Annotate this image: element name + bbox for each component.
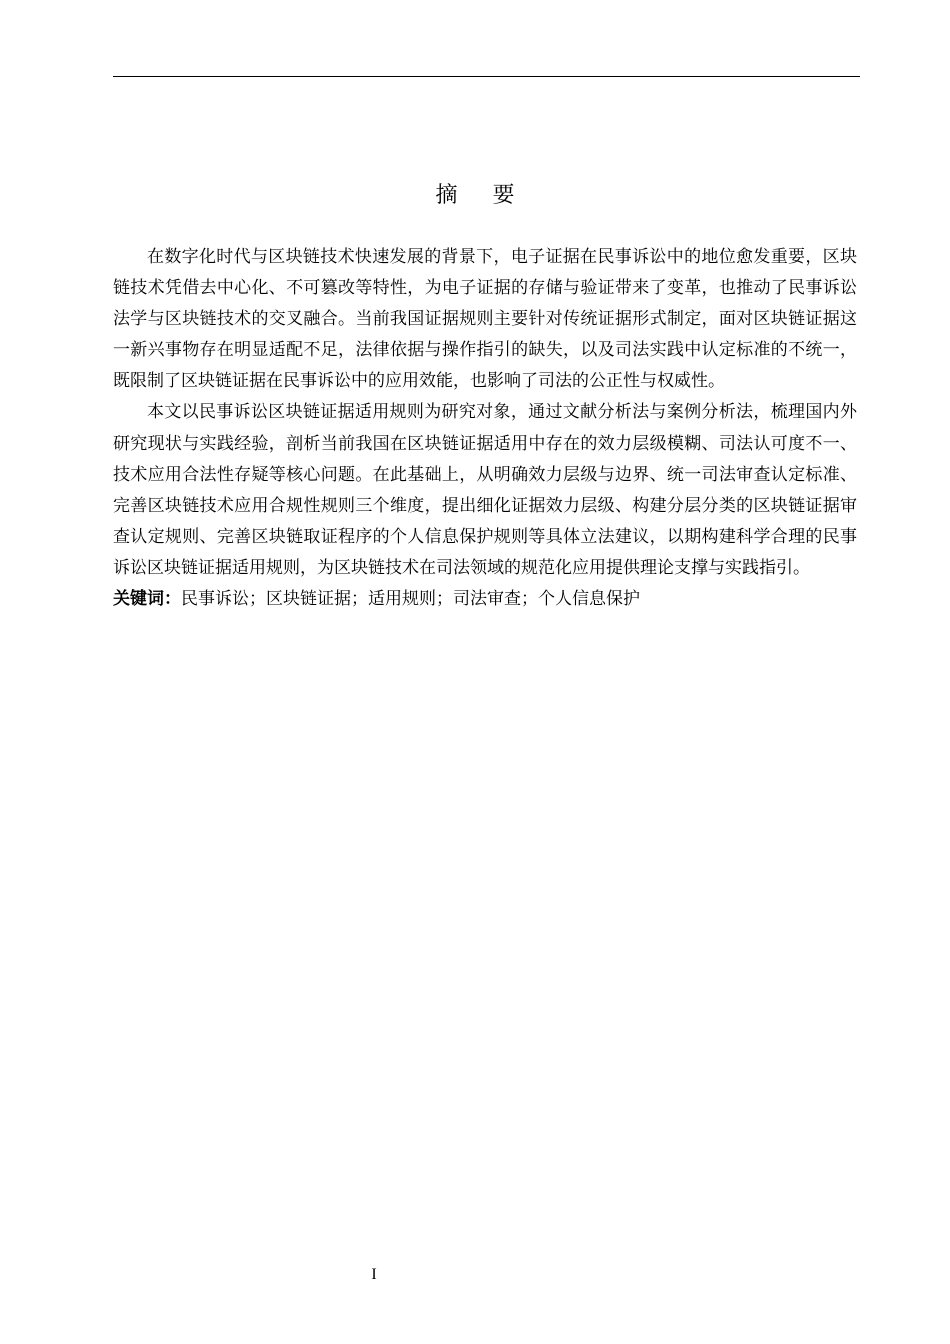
keywords-line [113, 584, 857, 615]
page-number: I [371, 1266, 377, 1283]
header-rule [113, 76, 860, 77]
abstract-body [113, 242, 857, 615]
abstract-paragraph-2: 本文以民事诉讼区块链证据适用规则为研究对象，通过文献分析法与案例分析法，梳理国内外研究现状与实践经验，剖析当前我国在区块链证据适用中存在的效力层级模糊、司法认可度不一、技术应用合法性存疑等核心问题。在此基础上，从明确效力层级与边界、统一司法审查认定标准、完善区块链技术应用合规性规则三个维度，提出细化证据效力层级、构建分层分类的区块链证据审查认定规则、完善区块链取证程序的个人信息保护规则等具体立法建议，以期构建科学合理的民事诉讼区块链证据适用规则，为区块链技术在司法领域的规范化应用提供理论支撑与实践指引。 [113, 402, 857, 578]
keywords-label: 关键词： [113, 589, 181, 610]
abstract-paragraph-1: 在数字化时代与区块链技术快速发展的背景下，电子证据在民事诉讼中的地位愈发重要，区块链技术凭借去中心化、不可篡改等特性，为电子证据的存储与验证带来了变革，也推动了民事诉讼法学与区块链技术的交叉融合。当前我国证据规则主要针对传统证据形式制定，面对区块链证据这一新兴事物存在明显适配不足，法律依据与操作指引的缺失，以及司法实践中认定标准的不统一，既限制了区块链证据在民事诉讼中的应用效能，也影响了司法的公正性与权威性。 [113, 247, 857, 392]
keywords-text: 民事诉讼；区块链证据；适用规则；司法审查；个人信息保护 [181, 589, 640, 610]
page-title: 摘 要 [435, 183, 529, 208]
